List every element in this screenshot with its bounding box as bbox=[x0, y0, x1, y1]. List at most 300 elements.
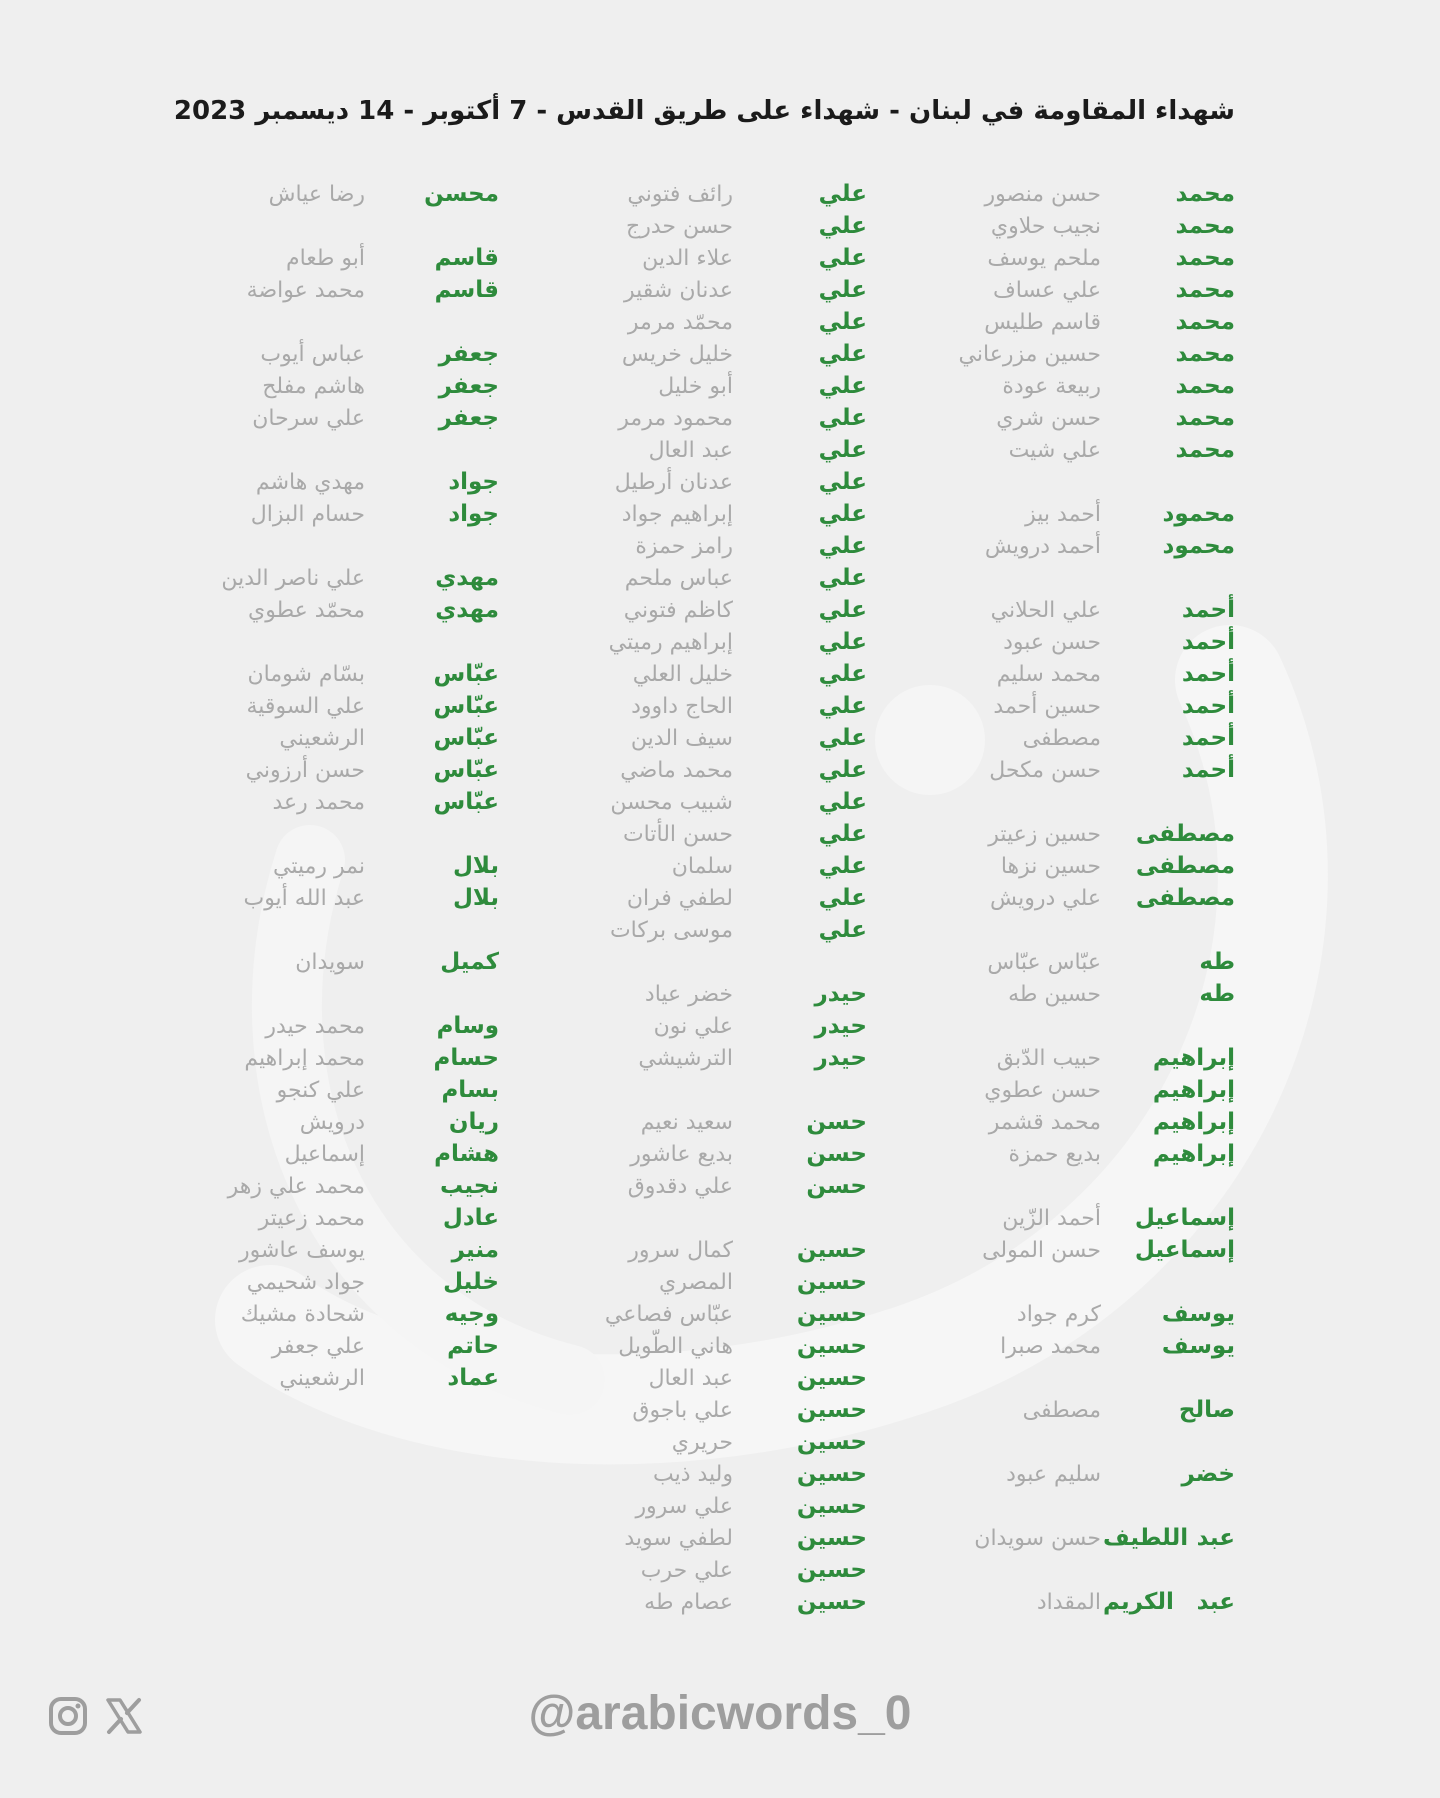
first-name: عماد bbox=[447, 1365, 499, 1391]
first-name: إبراهيم bbox=[1152, 1045, 1235, 1071]
first-name: مهدي bbox=[435, 565, 499, 591]
first-name: محمود bbox=[1162, 501, 1235, 527]
family-name: عبد العال bbox=[648, 438, 733, 463]
first-name: كميل bbox=[440, 949, 499, 975]
martyr-name-row bbox=[169, 1074, 499, 1106]
family-name: سليم عبود bbox=[1006, 1462, 1101, 1487]
martyr-name-row bbox=[169, 754, 499, 786]
martyr-name-row bbox=[537, 562, 867, 594]
martyr-name-row bbox=[537, 1042, 867, 1074]
martyr-name-row bbox=[169, 850, 499, 882]
first-name: صالح bbox=[1178, 1397, 1235, 1423]
family-name: شحادة مشيك bbox=[240, 1302, 365, 1327]
first-name: جعفر bbox=[438, 405, 499, 431]
first-name: حاتم bbox=[447, 1333, 499, 1359]
first-name: عادل bbox=[442, 1205, 499, 1231]
name-group bbox=[905, 594, 1235, 786]
family-name: حسن شري bbox=[996, 406, 1101, 431]
first-name: جواد bbox=[448, 469, 499, 495]
first-name: حيدر bbox=[814, 1045, 867, 1071]
martyr-name-row bbox=[537, 466, 867, 498]
martyr-name-row bbox=[169, 946, 499, 978]
family-name: حسين أحمد bbox=[993, 694, 1101, 719]
first-name: محمد bbox=[1175, 341, 1235, 367]
footer-handle[interactable]: @arabicwords_0 bbox=[528, 1687, 912, 1740]
first-name: وجيه bbox=[444, 1301, 499, 1327]
family-name: هاشم مفلح bbox=[262, 374, 365, 399]
martyr-name-row bbox=[905, 402, 1235, 434]
name-group bbox=[169, 562, 499, 626]
martyr-name-row bbox=[905, 242, 1235, 274]
first-name: نجيب bbox=[440, 1173, 499, 1199]
first-name: علي bbox=[818, 309, 867, 335]
first-name: علي bbox=[818, 597, 867, 623]
martyr-name-row bbox=[537, 274, 867, 306]
first-name: علي bbox=[818, 821, 867, 847]
family-name: محمد ماضي bbox=[620, 758, 733, 783]
family-name: علي السوقية bbox=[246, 694, 365, 719]
first-name: علي bbox=[818, 917, 867, 943]
family-name: المصري bbox=[659, 1270, 733, 1295]
martyr-name-row bbox=[537, 530, 867, 562]
first-name: محمد bbox=[1175, 373, 1235, 399]
family-name: محمد إبراهيم bbox=[244, 1046, 365, 1071]
first-name: مهدي bbox=[435, 597, 499, 623]
name-group bbox=[905, 1586, 1235, 1618]
first-name: علي bbox=[818, 437, 867, 463]
first-name: محمد bbox=[1175, 213, 1235, 239]
martyr-name-row bbox=[905, 722, 1235, 754]
first-name: عبد الكريم bbox=[1103, 1589, 1235, 1615]
martyr-name-row bbox=[537, 178, 867, 210]
family-name: عبد الله أيوب bbox=[243, 886, 365, 911]
martyr-name-row bbox=[169, 1234, 499, 1266]
page-title: شهداء المقاومة في لبنان - شهداء على طريق القدس - 7 أكتوبر - 14 ديسمبر 2023 bbox=[173, 96, 1235, 126]
martyr-name-row bbox=[537, 1586, 867, 1618]
family-name: علي سرحان bbox=[252, 406, 365, 431]
martyr-name-row bbox=[537, 882, 867, 914]
family-name: حسن أرزوني bbox=[245, 758, 365, 783]
first-name: حسين bbox=[796, 1333, 867, 1359]
name-group bbox=[169, 946, 499, 978]
family-name: قاسم طليس bbox=[984, 310, 1101, 335]
first-name: علي bbox=[818, 565, 867, 591]
martyr-name-row bbox=[537, 1522, 867, 1554]
family-name: عبّاس فصاعي bbox=[604, 1302, 733, 1327]
martyr-name-row bbox=[537, 370, 867, 402]
martyr-name-row bbox=[537, 1490, 867, 1522]
family-name: لطفي سويد bbox=[624, 1526, 733, 1551]
martyr-name-row bbox=[905, 370, 1235, 402]
martyr-name-row bbox=[169, 466, 499, 498]
martyr-name-row bbox=[537, 786, 867, 818]
family-name: حسام البزال bbox=[250, 502, 365, 527]
martyr-name-row bbox=[537, 626, 867, 658]
family-name: المقداد bbox=[1036, 1590, 1101, 1615]
first-name: حسن bbox=[806, 1109, 867, 1135]
family-name: جواد شحيمي bbox=[246, 1270, 365, 1295]
martyr-name-row bbox=[905, 626, 1235, 658]
first-name: حيدر bbox=[814, 981, 867, 1007]
first-name: إسماعيل bbox=[1134, 1205, 1235, 1231]
martyr-name-row bbox=[905, 1298, 1235, 1330]
martyr-name-row bbox=[537, 914, 867, 946]
family-name: الرشعيني bbox=[279, 726, 365, 751]
first-name: منير bbox=[451, 1237, 499, 1263]
family-name: إبراهيم جواد bbox=[621, 502, 733, 527]
name-group bbox=[169, 1010, 499, 1394]
first-name: قاسم bbox=[434, 277, 499, 303]
family-name: علي سرور bbox=[635, 1494, 733, 1519]
family-name: الترشيشي bbox=[638, 1046, 733, 1071]
martyr-name-row bbox=[537, 1010, 867, 1042]
family-name: علاء الدين bbox=[642, 246, 733, 271]
martyr-name-row bbox=[905, 1234, 1235, 1266]
martyr-name-row bbox=[537, 434, 867, 466]
first-name: علي bbox=[818, 853, 867, 879]
first-name: محمد bbox=[1175, 277, 1235, 303]
first-name: أحمد bbox=[1181, 725, 1235, 751]
family-name: كمال سرور bbox=[628, 1238, 733, 1263]
first-name: حسام bbox=[433, 1045, 499, 1071]
first-name: عبّاس bbox=[433, 757, 499, 783]
family-name: أبو خليل bbox=[658, 374, 733, 399]
martyr-name-row bbox=[905, 498, 1235, 530]
first-name: مصطفى bbox=[1135, 853, 1235, 879]
first-name: علي bbox=[818, 405, 867, 431]
first-name: حسين bbox=[796, 1589, 867, 1615]
martyr-name-row bbox=[537, 498, 867, 530]
first-name: محمد bbox=[1175, 437, 1235, 463]
first-name: أحمد bbox=[1181, 693, 1235, 719]
names-column-right bbox=[905, 178, 1235, 1650]
first-name: عبّاس bbox=[433, 661, 499, 687]
name-group bbox=[905, 1458, 1235, 1490]
first-name: مصطفى bbox=[1135, 821, 1235, 847]
first-name: علي bbox=[818, 341, 867, 367]
first-name: ريان bbox=[448, 1109, 499, 1135]
martyr-name-row bbox=[905, 1042, 1235, 1074]
first-name: علي bbox=[818, 469, 867, 495]
family-name: خليل العلي bbox=[632, 662, 733, 687]
martyr-name-row bbox=[905, 1202, 1235, 1234]
first-name: عبّاس bbox=[433, 693, 499, 719]
family-name: درويش bbox=[299, 1110, 365, 1135]
family-name: هاني الطّويل bbox=[618, 1334, 733, 1359]
martyr-name-row bbox=[169, 370, 499, 402]
martyr-name-row bbox=[905, 1330, 1235, 1362]
family-name: موسى بركات bbox=[609, 918, 733, 943]
family-name: علي نون bbox=[653, 1014, 733, 1039]
first-name: أحمد bbox=[1181, 661, 1235, 687]
first-name: بلال bbox=[452, 853, 499, 879]
family-name: محمد علي زهر bbox=[227, 1174, 365, 1199]
first-name: حسين bbox=[796, 1237, 867, 1263]
name-group bbox=[905, 1202, 1235, 1266]
family-name: خضر عياد bbox=[644, 982, 733, 1007]
family-name: محمد قشمر bbox=[988, 1110, 1101, 1135]
martyr-name-row bbox=[537, 594, 867, 626]
first-name: قاسم bbox=[434, 245, 499, 271]
family-name: علي حرب bbox=[640, 1558, 733, 1583]
family-name: شبيب محسن bbox=[610, 790, 733, 815]
martyr-name-row bbox=[905, 1394, 1235, 1426]
family-name: علي جعفر bbox=[271, 1334, 365, 1359]
name-group bbox=[537, 1234, 867, 1618]
family-name: نمر رميتي bbox=[273, 854, 365, 879]
martyr-name-row bbox=[905, 978, 1235, 1010]
first-name: حسين bbox=[796, 1493, 867, 1519]
family-name: حسن الأتات bbox=[622, 822, 733, 847]
family-name: بديع عاشور bbox=[630, 1142, 733, 1167]
first-name: حسين bbox=[796, 1301, 867, 1327]
martyr-name-row bbox=[537, 1138, 867, 1170]
family-name: سيف الدين bbox=[630, 726, 733, 751]
martyr-name-row bbox=[537, 1426, 867, 1458]
first-name: محمد bbox=[1175, 245, 1235, 271]
first-name: جعفر bbox=[438, 341, 499, 367]
martyr-name-row bbox=[537, 1234, 867, 1266]
martyr-name-row bbox=[537, 1106, 867, 1138]
name-group bbox=[905, 178, 1235, 466]
first-name: علي bbox=[818, 661, 867, 687]
first-name: علي bbox=[818, 181, 867, 207]
martyr-name-row bbox=[905, 690, 1235, 722]
family-name: حسين نزها bbox=[1000, 854, 1101, 879]
first-name: محمد bbox=[1175, 309, 1235, 335]
martyr-name-row bbox=[169, 1266, 499, 1298]
family-name: وليد ذيب bbox=[652, 1462, 733, 1487]
family-name: الرشعيني bbox=[279, 1366, 365, 1391]
family-name: رضا عياش bbox=[268, 182, 365, 207]
martyr-name-row bbox=[537, 306, 867, 338]
family-name: عبّاس عبّاس bbox=[987, 950, 1101, 975]
name-group bbox=[169, 338, 499, 434]
martyr-name-row bbox=[905, 754, 1235, 786]
family-name: رائف فتوني bbox=[627, 182, 733, 207]
family-name: حسن سويدان bbox=[974, 1526, 1101, 1551]
first-name: هشام bbox=[434, 1141, 499, 1167]
name-group bbox=[537, 178, 867, 946]
martyr-name-row bbox=[537, 1266, 867, 1298]
first-name: علي bbox=[818, 533, 867, 559]
family-name: علي الحلاني bbox=[990, 598, 1101, 623]
first-name: إسماعيل bbox=[1134, 1237, 1235, 1263]
family-name: علي شيت bbox=[1008, 438, 1101, 463]
first-name: خليل bbox=[443, 1269, 499, 1295]
martyr-name-row bbox=[169, 402, 499, 434]
first-name: طه bbox=[1199, 981, 1235, 1007]
martyr-name-row bbox=[537, 690, 867, 722]
family-name: عبد العال bbox=[648, 1366, 733, 1391]
family-name: علي درويش bbox=[990, 886, 1101, 911]
martyr-name-row bbox=[905, 178, 1235, 210]
family-name: محمّد عطوي bbox=[247, 598, 365, 623]
family-name: أحمد درويش bbox=[984, 534, 1101, 559]
martyr-name-row bbox=[537, 1298, 867, 1330]
martyr-name-row bbox=[905, 1522, 1235, 1554]
family-name: بسّام شومان bbox=[247, 662, 365, 687]
martyr-name-row bbox=[537, 1394, 867, 1426]
family-name: محمد زعيتر bbox=[258, 1206, 365, 1231]
name-group bbox=[905, 1042, 1235, 1170]
family-name: بديع حمزة bbox=[1008, 1142, 1101, 1167]
martyr-name-row bbox=[905, 306, 1235, 338]
martyr-name-row bbox=[905, 658, 1235, 690]
martyr-name-row bbox=[537, 338, 867, 370]
family-name: رامز حمزة bbox=[635, 534, 733, 559]
names-column-left bbox=[169, 178, 499, 1426]
first-name: حسين bbox=[796, 1365, 867, 1391]
first-name: علي bbox=[818, 245, 867, 271]
family-name: حسن حدرج bbox=[626, 214, 733, 239]
name-group bbox=[905, 1394, 1235, 1426]
martyr-name-row bbox=[537, 658, 867, 690]
martyr-name-row bbox=[905, 274, 1235, 306]
martyr-name-row bbox=[905, 1106, 1235, 1138]
name-group bbox=[905, 1298, 1235, 1362]
name-group bbox=[169, 850, 499, 914]
martyr-name-row bbox=[905, 882, 1235, 914]
first-name: علي bbox=[818, 213, 867, 239]
first-name: طه bbox=[1199, 949, 1235, 975]
family-name: مصطفى bbox=[1022, 1398, 1101, 1423]
first-name: حيدر bbox=[814, 1013, 867, 1039]
name-group bbox=[169, 242, 499, 306]
family-name: لطفي فران bbox=[626, 886, 733, 911]
martyr-name-row bbox=[905, 1458, 1235, 1490]
first-name: إبراهيم bbox=[1152, 1077, 1235, 1103]
family-name: حسين طه bbox=[1008, 982, 1101, 1007]
first-name: مصطفى bbox=[1135, 885, 1235, 911]
first-name: إبراهيم bbox=[1152, 1109, 1235, 1135]
first-name: علي bbox=[818, 757, 867, 783]
family-name: ربيعة عودة bbox=[1002, 374, 1101, 399]
martyr-name-row bbox=[169, 594, 499, 626]
first-name: خضر bbox=[1181, 1461, 1235, 1487]
first-name: عبد اللطيف bbox=[1103, 1525, 1235, 1551]
first-name: جعفر bbox=[438, 373, 499, 399]
family-name: حريري bbox=[671, 1430, 733, 1455]
name-group bbox=[537, 978, 867, 1074]
family-name: علي ناصر الدين bbox=[221, 566, 365, 591]
first-name: حسين bbox=[796, 1557, 867, 1583]
martyr-name-row bbox=[537, 1362, 867, 1394]
family-name: محمد حيدر bbox=[265, 1014, 365, 1039]
name-group bbox=[905, 1522, 1235, 1554]
family-name: مهدي هاشم bbox=[255, 470, 365, 495]
martyr-name-row bbox=[169, 1106, 499, 1138]
family-name: إبراهيم رميتي bbox=[608, 630, 733, 655]
first-name: محمد bbox=[1175, 405, 1235, 431]
first-name: حسن bbox=[806, 1141, 867, 1167]
name-group bbox=[905, 498, 1235, 562]
family-name: محمد صبرا bbox=[1000, 1334, 1101, 1359]
martyr-name-row bbox=[537, 242, 867, 274]
first-name: عبّاس bbox=[433, 789, 499, 815]
first-name: محمد bbox=[1175, 181, 1235, 207]
first-name: علي bbox=[818, 501, 867, 527]
family-name: الحاج داوود bbox=[631, 694, 733, 719]
martyr-name-row bbox=[169, 1298, 499, 1330]
martyr-name-row bbox=[169, 242, 499, 274]
martyr-name-row bbox=[537, 402, 867, 434]
family-name: خليل خريس bbox=[621, 342, 733, 367]
first-name: علي bbox=[818, 789, 867, 815]
martyr-name-row bbox=[169, 882, 499, 914]
martyr-name-row bbox=[905, 850, 1235, 882]
family-name: حسن عبود bbox=[1003, 630, 1101, 655]
family-name: نجيب حلاوي bbox=[990, 214, 1101, 239]
first-name: يوسف bbox=[1161, 1333, 1235, 1359]
first-name: حسين bbox=[796, 1429, 867, 1455]
martyr-name-row bbox=[169, 1170, 499, 1202]
family-name: عصام طه bbox=[644, 1590, 733, 1615]
first-name: وسام bbox=[436, 1013, 499, 1039]
family-name: عباس أيوب bbox=[260, 342, 365, 367]
family-name: محمد سليم bbox=[996, 662, 1101, 687]
first-name: علي bbox=[818, 885, 867, 911]
first-name: جواد bbox=[448, 501, 499, 527]
first-name: محمود bbox=[1162, 533, 1235, 559]
family-name: حسين زعيتر bbox=[988, 822, 1101, 847]
family-name: سلمان bbox=[671, 854, 733, 879]
family-name: محمد رعد bbox=[272, 790, 365, 815]
martyr-name-row bbox=[169, 658, 499, 690]
first-name: علي bbox=[818, 373, 867, 399]
first-name: حسين bbox=[796, 1461, 867, 1487]
martyr-name-row bbox=[169, 338, 499, 370]
martyr-name-row bbox=[905, 338, 1235, 370]
name-group bbox=[169, 658, 499, 818]
family-name: سويدان bbox=[295, 950, 365, 975]
family-name: كاظم فتوني bbox=[623, 598, 733, 623]
martyr-name-row bbox=[537, 722, 867, 754]
family-name: محمد عواضة bbox=[246, 278, 365, 303]
martyr-name-row bbox=[905, 1138, 1235, 1170]
first-name: علي bbox=[818, 693, 867, 719]
martyr-name-row bbox=[905, 210, 1235, 242]
family-name: مصطفى bbox=[1022, 726, 1101, 751]
martyr-name-row bbox=[537, 1554, 867, 1586]
family-name: علي باجوق bbox=[632, 1398, 733, 1423]
first-name: علي bbox=[818, 725, 867, 751]
family-name: عدنان شقير bbox=[624, 278, 733, 303]
first-name: حسن bbox=[806, 1173, 867, 1199]
first-name: حسين bbox=[796, 1269, 867, 1295]
martyr-name-row bbox=[905, 818, 1235, 850]
martyr-name-row bbox=[169, 498, 499, 530]
family-name: محمود مرمر bbox=[618, 406, 733, 431]
first-name: إبراهيم bbox=[1152, 1141, 1235, 1167]
martyr-name-row bbox=[537, 1330, 867, 1362]
martyr-name-row bbox=[169, 274, 499, 306]
family-name: حسن مكحل bbox=[989, 758, 1101, 783]
martyr-name-row bbox=[169, 1010, 499, 1042]
martyr-name-row bbox=[905, 530, 1235, 562]
martyr-name-row bbox=[169, 1042, 499, 1074]
family-name: حسن عطوي bbox=[984, 1078, 1101, 1103]
martyr-name-row bbox=[905, 594, 1235, 626]
martyr-name-row bbox=[537, 850, 867, 882]
family-name: عدنان أرطيل bbox=[614, 470, 733, 495]
martyr-name-row bbox=[537, 1458, 867, 1490]
family-name: إسماعيل bbox=[284, 1142, 365, 1167]
first-name: أحمد bbox=[1181, 597, 1235, 623]
martyr-name-row bbox=[169, 1202, 499, 1234]
names-column-middle bbox=[537, 178, 867, 1650]
family-name: علي كنجو bbox=[276, 1078, 365, 1103]
